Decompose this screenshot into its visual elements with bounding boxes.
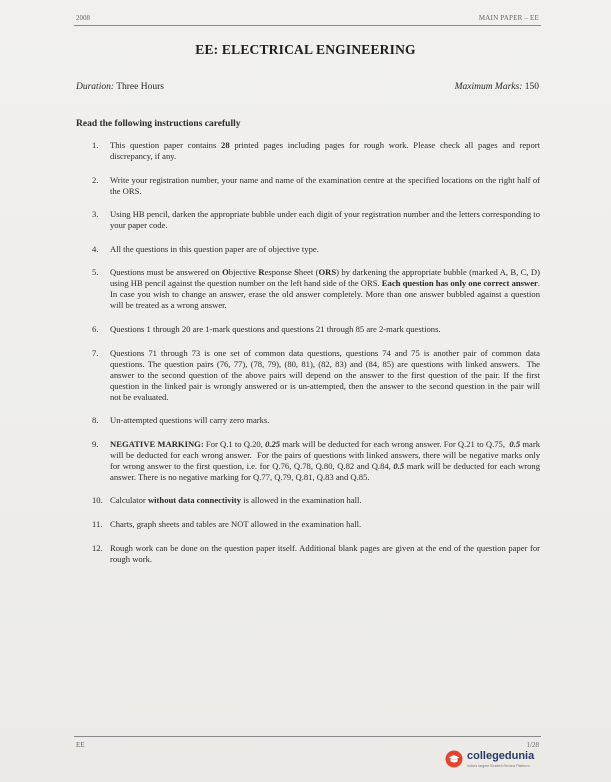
page-number: 1/28: [526, 741, 539, 749]
instruction-item: [78, 439, 540, 483]
instruction-number: 3.: [92, 209, 99, 220]
instruction-number: 1.: [92, 140, 99, 150]
instruction-number: 8.: [92, 415, 99, 426]
instruction-text: Un-attempted questions will carry zero marks.: [110, 415, 270, 426]
footer-paper-code: EE: [76, 741, 85, 749]
instruction-item: [78, 519, 540, 530]
instruction-item: [78, 267, 540, 311]
instruction-number: 6.: [92, 323, 99, 334]
instructions-list: [78, 140, 540, 577]
instruction-item: [78, 324, 540, 335]
instructions-heading: Read the following instructions carefully: [76, 119, 241, 129]
instruction-number: 9.: [92, 438, 99, 449]
instruction-text: All the questions in this question paper are of objective type.: [110, 243, 319, 254]
instruction-text: Questions 71 through 73 is one set of common data questions, questions 74 and 75 is another pair of common data questions. The question pairs (76, 77), (78, 79), (80, 81), (82, 83) and (84, 85) are questions with linked answers. The answer to the second question of the above pairs will depend on the answer to the first question of the pair. If the first question in the linked pair is wrongly answered or is un-attempted, then the answer to the second question in the pair will not be evaluated.: [110, 347, 540, 402]
instruction-text: Questions must be answered on Objective Response Sheet (ORS) by darkening the appropriate bubble (marked A, B, C, D) using HB pencil against the question number on the left hand side of the ORS. Each question has only one correct answer. In case you wish to change an answer, erase the old answer completely. More than one answer bubbled against a question will be treated as a wrong answer.: [110, 267, 540, 311]
instruction-number: 12.: [92, 542, 103, 553]
header-paper-code: MAIN PAPER – EE: [478, 14, 539, 22]
instruction-item: [78, 140, 540, 162]
instruction-text: NEGATIVE MARKING: For Q.1 to Q.20, 0.25 mark will be deducted for each wrong answer. For Q.21 to Q.75, 0.5 mark will be deducted for each wrong answer. For the pairs of questions with linked answers, there will be negative marks only for wrong answer to the first question, i.e. for Q.76, Q.78, Q.80, Q.82 and Q.84, 0.5 mark will be deducted for each wrong answer. There is no negative marking for Q.77, Q.79, Q.81, Q.83 and Q.85.: [110, 438, 540, 482]
instruction-number: 11.: [92, 518, 103, 529]
instruction-number: 10.: [92, 495, 103, 506]
instruction-number: 4.: [92, 243, 99, 254]
instruction-number: 7.: [92, 347, 99, 358]
header-year: 2008: [76, 14, 90, 22]
instruction-item: [78, 209, 540, 231]
instruction-text: Questions 1 through 20 are 1-mark questions and questions 21 through 85 are 2-mark questions.: [110, 323, 441, 334]
instruction-text: Using HB pencil, darken the appropriate bubble under each digit of your registration number and the letters corresponding to your paper code.: [110, 209, 540, 231]
instruction-text: Write your registration number, your name and name of the examination centre at the specified locations on the right half of the ORS.: [110, 174, 540, 196]
marks-label: Maximum Marks:: [454, 82, 523, 92]
instruction-item: [78, 175, 540, 197]
graduation-cap-icon: [445, 750, 463, 768]
footer-rule: [74, 736, 541, 737]
instruction-item: [78, 348, 540, 403]
duration-label: Duration:: [76, 82, 114, 92]
header-rule: [74, 25, 541, 26]
maximum-marks: [455, 82, 539, 92]
instruction-item: [78, 244, 540, 255]
page-title: EE: ELECTRICAL ENGINEERING: [195, 42, 416, 57]
instruction-item: [78, 543, 540, 565]
instruction-item: [78, 495, 540, 506]
instruction-item: [78, 415, 540, 426]
duration: [76, 82, 164, 92]
duration-value: Three Hours: [116, 82, 164, 92]
instruction-number: 5.: [92, 267, 99, 278]
marks-value: 150: [524, 82, 539, 92]
instruction-text: This question paper contains 28 printed pages including pages for rough work. Please check all pages and report discrepancy, if any.: [110, 140, 541, 161]
logo-wordmark: collegedunia: [467, 750, 535, 762]
logo-tagline: India's largest Student Review Platform: [467, 764, 530, 768]
instruction-number: 2.: [92, 174, 99, 185]
instruction-text: Rough work can be done on the question paper itself. Additional blank pages are given at the end of the question paper for rough work.: [110, 542, 540, 564]
instruction-text: Charts, graph sheets and tables are NOT allowed in the examination hall.: [110, 518, 362, 529]
instruction-text: Calculator without data connectivity is allowed in the examination hall.: [110, 495, 362, 506]
